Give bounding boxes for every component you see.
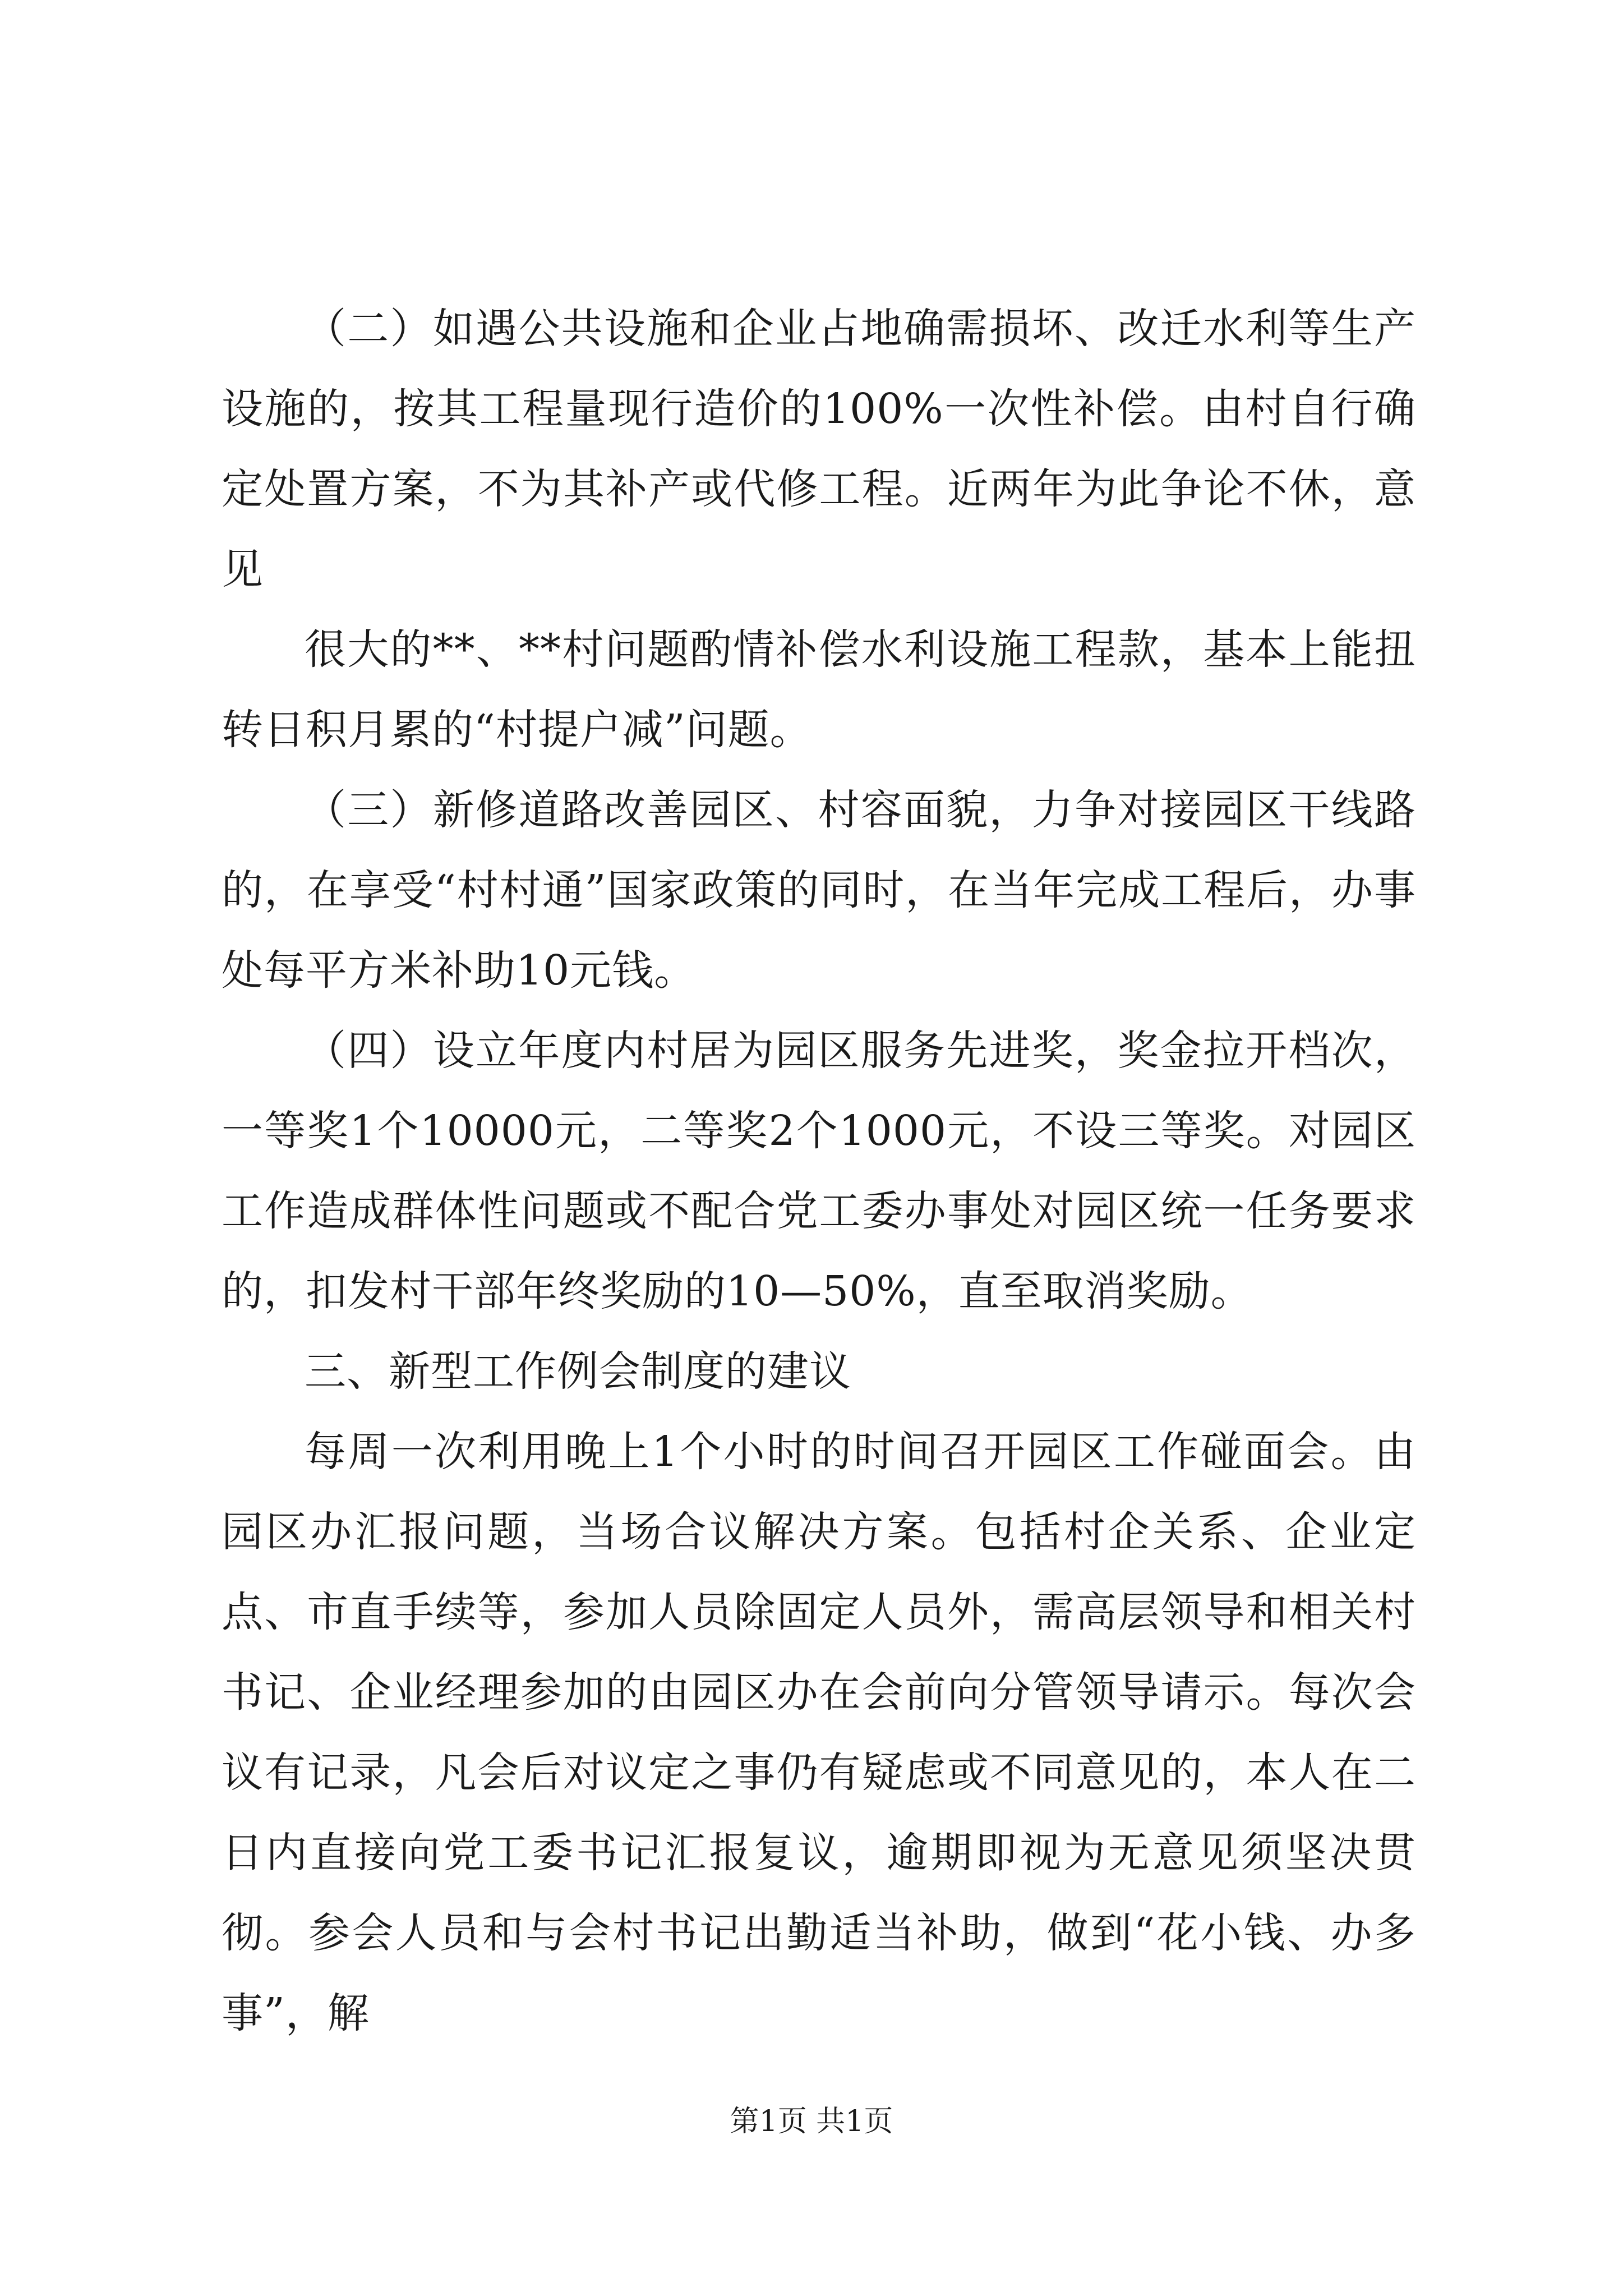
paragraph-item-2: （二）如遇公共设施和企业占地确需损坏、改迁水利等生产设施的，按其工程量现行造价的100%一次性补偿。由村自行确定处置方案，不为其补产或代修工程。近两年为此争论不休，意见 xyxy=(222,305,1416,593)
section-heading-3: 三、新型工作例会制度的建议 xyxy=(305,1347,851,1396)
paragraph-item-4: （四）设立年度内村居为园区服务先进奖，奖金拉开档次，一等奖1个10000元，二等奖2个1000元，不设三等奖。对园区工作造成群体性问题或不配合党工委办事处对园区统一任务要求的，扣发村干部年终奖励的10—50%，直至取消奖励。 xyxy=(222,1027,1416,1315)
paragraph-weekly-meeting: 每周一次利用晚上1个小时的时间召开园区工作碰面会。由园区办汇报问题，当场合议解决方案。包括村企关系、企业定点、市直手续等，参加人员除固定人员外，需高层领导和相关村书记、企业经理参加的由园区办在会前向分管领导请示。每次会议有记录，凡会后对议定之事仍有疑虑或不同意见的，本人在二日内直接向党工委书记汇报复议，逾期即视为无意见须坚决贯彻。参会人员和与会村书记出勤适当补助，做到“花小钱、办多事”，解 xyxy=(222,1428,1416,2037)
paragraph-compensation-continued: 很大的**、**村问题酌情补偿水利设施工程款，基本上能扭转日积月累的“村提户减”问题。 xyxy=(222,625,1416,754)
paragraph-item-3: （三）新修道路改善园区、村容面貌，力争对接园区干线路的，在享受“村村通”国家政策的同时，在当年完成工程后，办事处每平方米补助10元钱。 xyxy=(222,786,1416,995)
document-body xyxy=(222,289,1416,2054)
page-footer: 第1页 共1页 xyxy=(730,2105,893,2138)
